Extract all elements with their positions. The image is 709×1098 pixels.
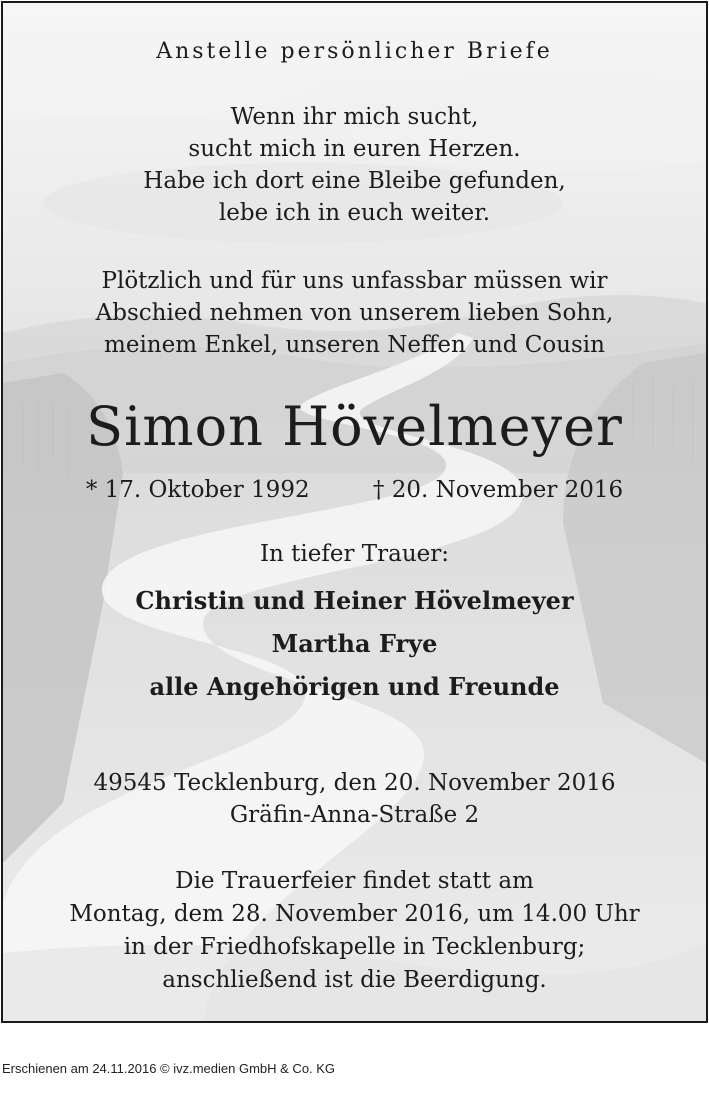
publication-credit: Erschienen am 24.11.2016 © ivz.medien GmbH & Co. KG	[2, 1061, 336, 1076]
obituary-card	[1, 1, 708, 1023]
address-line: Gräfin-Anna-Straße 2	[229, 802, 480, 828]
service-line: anschließend ist die Beerdigung.	[162, 967, 547, 993]
deceased-name: Simon Hövelmeyer	[86, 395, 623, 458]
poem	[3, 101, 706, 229]
life-dates	[3, 477, 706, 503]
mourner-line: Christin und Heiner Hövelmeyer	[135, 586, 574, 615]
funeral-service-info	[3, 865, 706, 997]
mourner-line: alle Angehörigen und Freunde	[149, 672, 560, 701]
mourning-label: In tiefer Trauer:	[259, 541, 450, 567]
service-line: Die Trauerfeier findet statt am	[175, 868, 534, 894]
message-line: meinem Enkel, unseren Neffen und Cousin	[104, 332, 605, 358]
poem-line: Wenn ihr mich sucht,	[230, 104, 479, 130]
mourner-line: Martha Frye	[271, 629, 438, 658]
obituary-text	[3, 3, 706, 1021]
service-line: in der Friedhofskapelle in Tecklenburg;	[123, 934, 586, 960]
birth-date: * 17. Oktober 1992	[85, 477, 310, 503]
poem-line: lebe ich in euch weiter.	[218, 200, 491, 226]
address-line: 49545 Tecklenburg, den 20. November 2016	[93, 770, 616, 796]
address-block	[3, 767, 706, 831]
message-line: Abschied nehmen von unserem lieben Sohn,	[95, 300, 614, 326]
service-line: Montag, dem 28. November 2016, um 14.00 Uhr	[69, 901, 640, 927]
message-line: Plötzlich und für uns unfassbar müssen wir	[101, 268, 608, 294]
poem-line: sucht mich in euren Herzen.	[188, 136, 521, 162]
mourners-list	[3, 579, 706, 708]
death-date: † 20. November 2016	[372, 477, 624, 503]
poem-line: Habe ich dort eine Bleibe gefunden,	[143, 168, 566, 194]
announcement-message	[3, 265, 706, 361]
intro-heading: Anstelle persönlicher Briefe	[156, 39, 553, 64]
